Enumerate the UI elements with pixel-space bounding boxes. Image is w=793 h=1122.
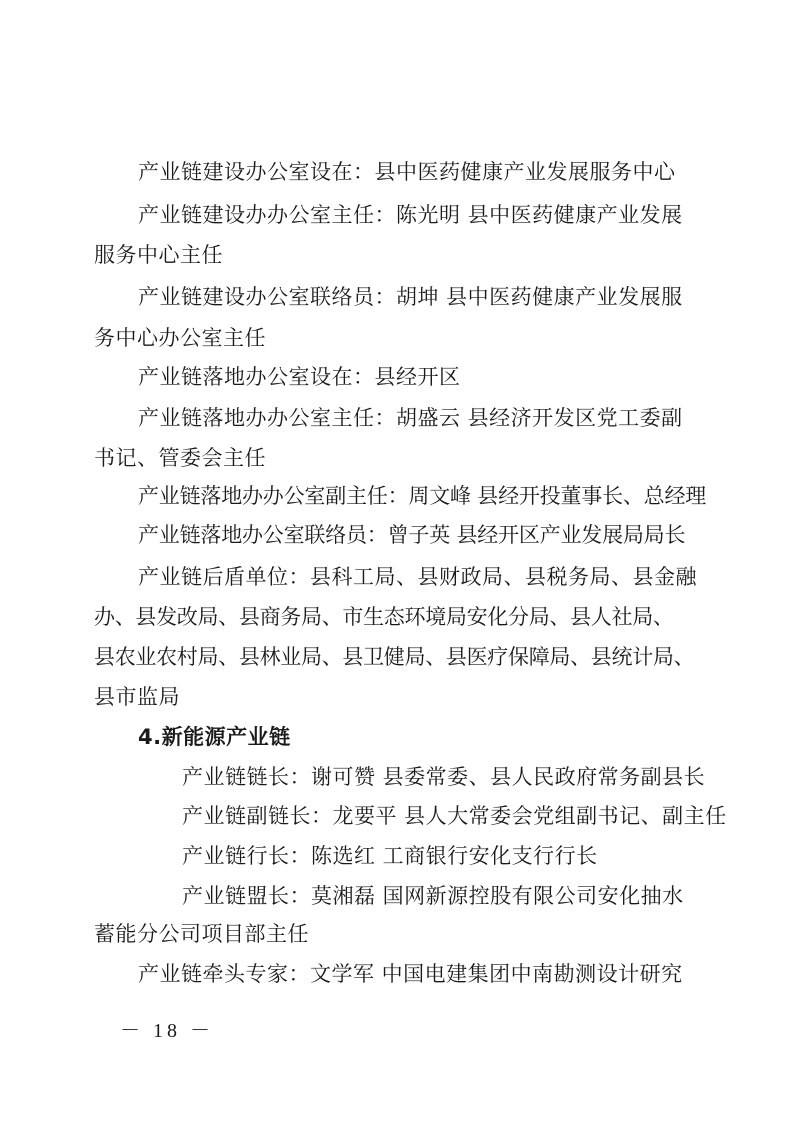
- text-line: 蓄能分公司项目部主任: [94, 922, 309, 946]
- text-line: 产业链盟长：莫湘磊 国网新源控股有限公司安化抽水: [182, 884, 684, 908]
- page-number: － 18 －: [120, 1020, 214, 1042]
- text-line: 产业链链长：谢可赞 县委常委、县人民政府常务副县长: [182, 765, 706, 789]
- text-line: 产业链建设办办公室主任：陈光明 县中医药健康产业发展: [138, 203, 683, 227]
- section-heading: 4.新能源产业链: [138, 725, 291, 749]
- text-line: 产业链后盾单位：县科工局、县财政局、县税务局、县金融: [138, 565, 697, 589]
- text-line: 服务中心主任: [94, 243, 223, 267]
- text-line: 书记、管委会主任: [94, 446, 266, 470]
- text-line: 产业链副链长：龙要平 县人大常委会党组副书记、副主任: [182, 804, 727, 828]
- text-line: 产业链落地办办公室副主任：周文峰 县经开投董事长、总经理: [138, 484, 707, 508]
- text-line: 产业链落地办公室联络员：曾子英 县经开区产业发展局局长: [138, 523, 686, 547]
- text-line: 产业链落地办公室设在：县经开区: [138, 365, 461, 389]
- text-line: 县市监局: [94, 685, 180, 709]
- text-line: 产业链建设办公室设在：县中医药健康产业发展服务中心: [138, 160, 676, 184]
- text-line: 县农业农村局、县林业局、县卫健局、县医疗保障局、县统计局、: [94, 645, 695, 669]
- text-line: 产业链落地办办公室主任：胡盛云 县经济开发区党工委副: [138, 406, 683, 430]
- text-line: 产业链行长：陈选红 工商银行安化支行行长: [182, 844, 598, 868]
- text-line: 产业链建设办公室联络员：胡坤 县中医药健康产业发展服: [138, 285, 683, 309]
- text-line: 产业链牵头专家：文学军 中国电建集团中南勘测设计研究: [138, 962, 683, 986]
- text-line: 办、县发改局、县商务局、市生态环境局安化分局、县人社局、: [94, 605, 674, 629]
- text-line: 务中心办公室主任: [94, 326, 266, 350]
